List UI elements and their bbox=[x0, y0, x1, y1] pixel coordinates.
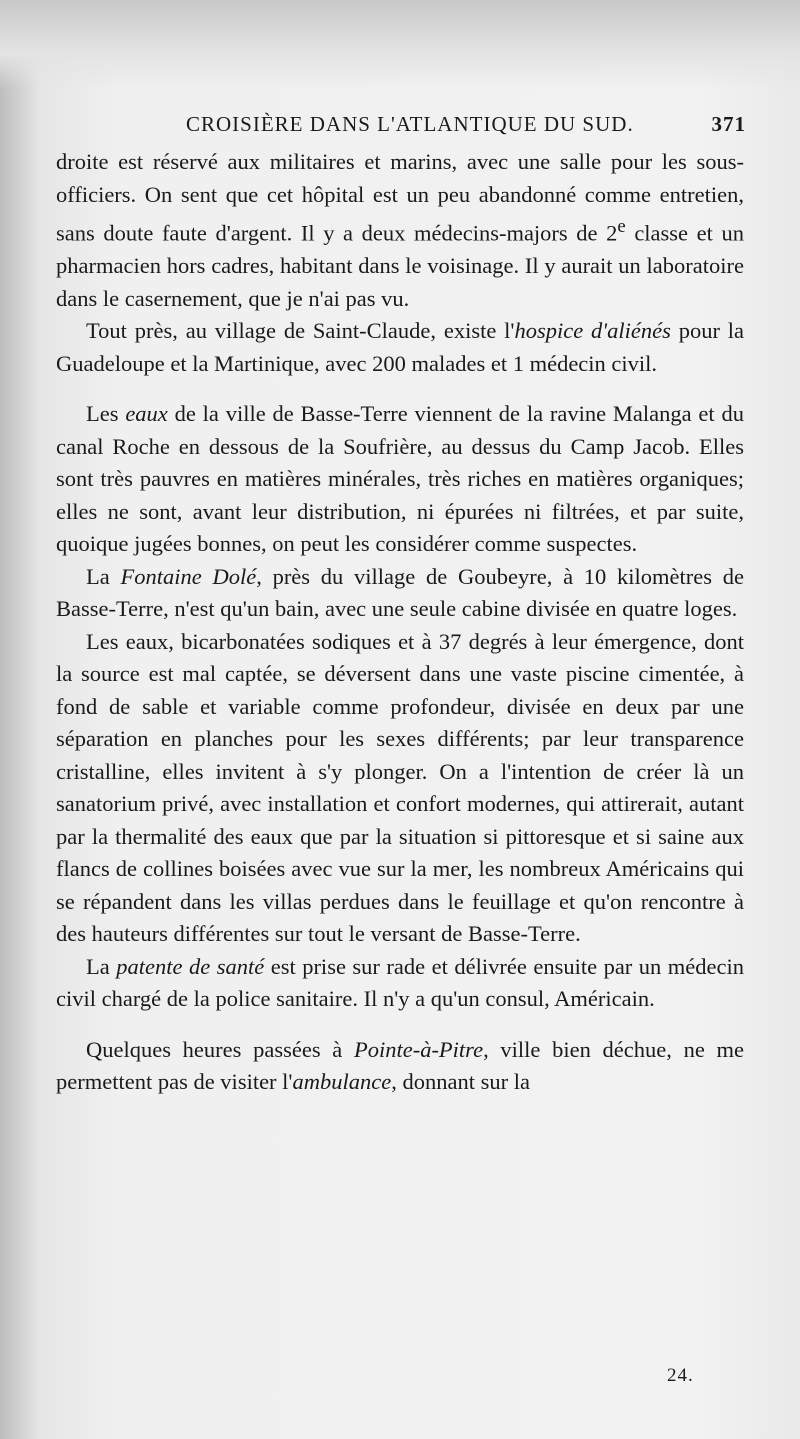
paragraph-eaux: Les eaux de la ville de Basse-Terre viennent de la ravine Malanga et du canal Roche en dessous de la Soufrière, au dessus du Camp Jacob. Elles sont très pauvres en matières minérales, très riches en matières organiques; elles ne sont, avant leur distribution, ni épurées ni filtrées, et par suite, quoique jugées bonnes, on peut les considérer comme suspectes. bbox=[56, 401, 744, 556]
paragraph-patente-de-sante: La patente de santé est prise sur rade et délivrée ensuite par un médecin civil chargé de la police sanitaire. Il n'y a qu'un consul, Américain. bbox=[56, 953, 745, 1011]
paragraph-hospital-continued: droite est réservé aux militaires et marins, avec une salle pour les sous-officiers. On sent que cet hôpital est un peu abandonné comme entretien, sans doute faute d'argent. Il y a deux médecins-majors de 2e classe et un pharmacien hors cadres, habitant dans le voisinage. Il y aurait un laboratoire dans le casernement, que je n'ai pas vu. bbox=[56, 149, 744, 311]
paragraph-pointe-a-pitre: Quelques heures passées à Pointe-à-Pitre, ville bien déchue, ne me permettent pas de visiter l'ambulance, donnant sur la bbox=[56, 1036, 744, 1094]
body-text bbox=[56, 146, 744, 1099]
page-header bbox=[186, 112, 746, 142]
page-shadow bbox=[0, 0, 800, 90]
paragraph-fontaine-dole: La Fontaine Dolé, près du village de Goubeyre, à 10 kilomètres de Basse-Terre, n'est qu'un bain, avec une seule cabine divisée en quatre loges. bbox=[56, 563, 744, 621]
signature-mark: 24. bbox=[667, 1365, 694, 1386]
paragraph-bicarbonate-waters: Les eaux, bicarbonatées sodiques et à 37 degrés à leur émergence, dont la source est mal captée, se déversent dans une vaste piscine cimentée, à fond de sable et variable comme profondeur, divisée en deux par une séparation en planches pour les sexes différents; par leur transparence cristalline, elles invitent à s'y plonger. On a l'intention de créer là un sanatorium privé, avec installation et confort modernes, qui attirerait, autant par la thermalité des eaux que par la situation si pittoresque et si saine aux flancs de collines boisées avec vue sur la mer, les nombreux Américains qui se répandent dans les villas perdues dans le feuillage et qu'on rencontre à des hauteurs différentes sur tout le versant de Basse-Terre. bbox=[56, 628, 744, 946]
running-title: CROISIÈRE DANS L'ATLANTIQUE DU SUD. bbox=[186, 112, 634, 136]
paragraph-hospice: Tout près, au village de Saint-Claude, existe l'hospice d'aliénés pour la Guadeloupe et la Martinique, avec 200 malades et 1 médecin civil. bbox=[56, 318, 745, 376]
page-number: 371 bbox=[711, 112, 746, 136]
